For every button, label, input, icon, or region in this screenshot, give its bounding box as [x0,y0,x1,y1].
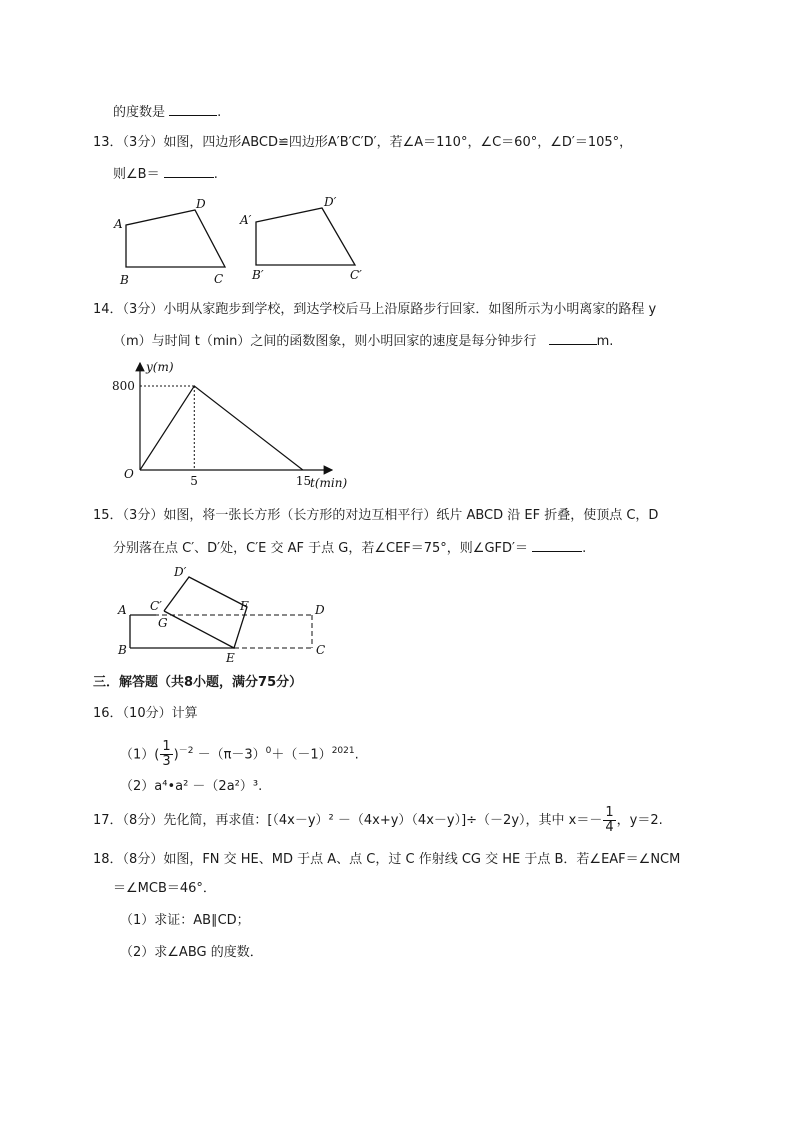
fraction-denominator: 3 [162,754,171,770]
q16-p1-paren: ) [173,747,179,763]
label-b-prime: B′ [252,268,264,282]
label-d: D [196,197,206,211]
label-d: D [315,603,325,617]
label-a: A [118,603,127,617]
quad-abcd-prime [256,208,355,265]
label-d-prime: D′ [324,195,337,209]
q18-line1: 18．（8分）如图，FN 交 HE、MD 于点 A、点 C，过 C 作射线 CG 交 HE 于点 B．若∠EAF＝∠NCM [93,852,681,867]
label-b: B [118,643,127,657]
q12-answer-blank[interactable] [169,102,217,116]
origin-label: O [124,467,134,481]
label-c: C [214,272,224,286]
q16-head: 16．（10分）计算 [93,706,198,721]
q14-answer-blank[interactable] [549,331,597,345]
q18-part1: （1）求证：AB∥CD； [120,913,250,928]
series-line [140,386,303,470]
q13-answer-blank[interactable] [164,164,214,178]
q13-prefix: 则∠B＝ [113,167,160,182]
x-tick-15: 15 [295,474,312,488]
exponent-0: 0 [265,746,272,756]
q17-text: 17．（8分）先化简，再求值：[（4x－y）² －（4x+y）（4x－y）]÷（－2y），其中 x＝－ [93,813,603,828]
label-d-prime: D′ [174,565,187,579]
q12-end: . [217,105,222,120]
exponent-neg2: －2 [178,746,194,756]
q18-line2: ＝∠MCB＝46°． [113,881,216,896]
q14-prefix: （m）与时间 t（min）之间的函数图象，则小明回家的速度是每分钟步行 [113,334,537,349]
q13-end: . [213,167,218,182]
q14-line1: 14．（3分）小明从家跑步到学校，到达学校后马上沿原路步行回家．如图所示为小明离家的路程 y [93,302,657,317]
label-c-prime: C′ [350,268,362,282]
q16-p1-term2: －（π－3） [193,747,266,763]
x-axis-label: t(min) [310,476,348,490]
q14-unit: m. [596,334,614,349]
q16-p1-prefix: （1）( [120,747,160,763]
q12-tail [113,102,221,122]
q17-fraction [603,806,615,835]
y-tick-800: 800 [112,379,135,393]
q16-fraction [160,740,172,769]
label-a: A [114,217,123,231]
q15-prefix: 分别落在点 C′、D′处，C′E 交 AF 于点 G，若∠CEF＝75°，则∠GFD′＝ [113,541,528,556]
y-axis-label: y(m) [146,360,174,374]
label-g: G [158,616,168,630]
q13-figure [110,195,390,290]
quad-abcd [126,210,225,267]
label-b: B [120,273,129,287]
label-e: E [226,651,235,665]
q13-line2 [113,164,218,184]
q12-text: 的度数是 [113,105,166,120]
q14-line2 [113,331,613,351]
q15-line2 [113,538,586,558]
q13-line1: 13．（3分）如图，四边形ABCD≌四边形A′B′C′D′，若∠A＝110°，∠C＝60°，∠D′＝105°， [93,135,633,150]
q17-tail: ，y＝2. [616,813,663,828]
q15-line1: 15．（3分）如图，将一张长方形（长方形的对边互相平行）纸片 ABCD 沿 EF 折叠，使顶点 C，D [93,508,659,523]
fraction-numerator: 1 [605,805,614,820]
label-c: C [316,643,326,657]
q15-figure [112,563,342,668]
q16-part2: （2）a⁴•a² －（2a²）³. [120,779,263,794]
label-c-prime: C′ [150,599,162,613]
label-a-prime: A′ [240,213,252,227]
fraction-numerator: 1 [162,739,171,755]
q16-part1 [120,736,359,770]
q15-end: . [582,541,587,556]
q16-p1-end: . [354,747,359,763]
x-tick-5: 5 [190,474,198,488]
fraction-denominator: 4 [605,820,614,835]
folded-part [164,577,247,648]
section-3-title: 三．解答题（共8小题，满分75分） [93,675,303,690]
q16-p1-term3: ＋（－1） [271,747,332,763]
label-f: F [240,599,249,613]
q17-line [93,806,663,836]
q15-answer-blank[interactable] [532,538,582,552]
exponent-2021: 2021 [331,746,355,756]
q14-chart [110,355,350,495]
q18-part2: （2）求∠ABG 的度数． [120,945,263,960]
